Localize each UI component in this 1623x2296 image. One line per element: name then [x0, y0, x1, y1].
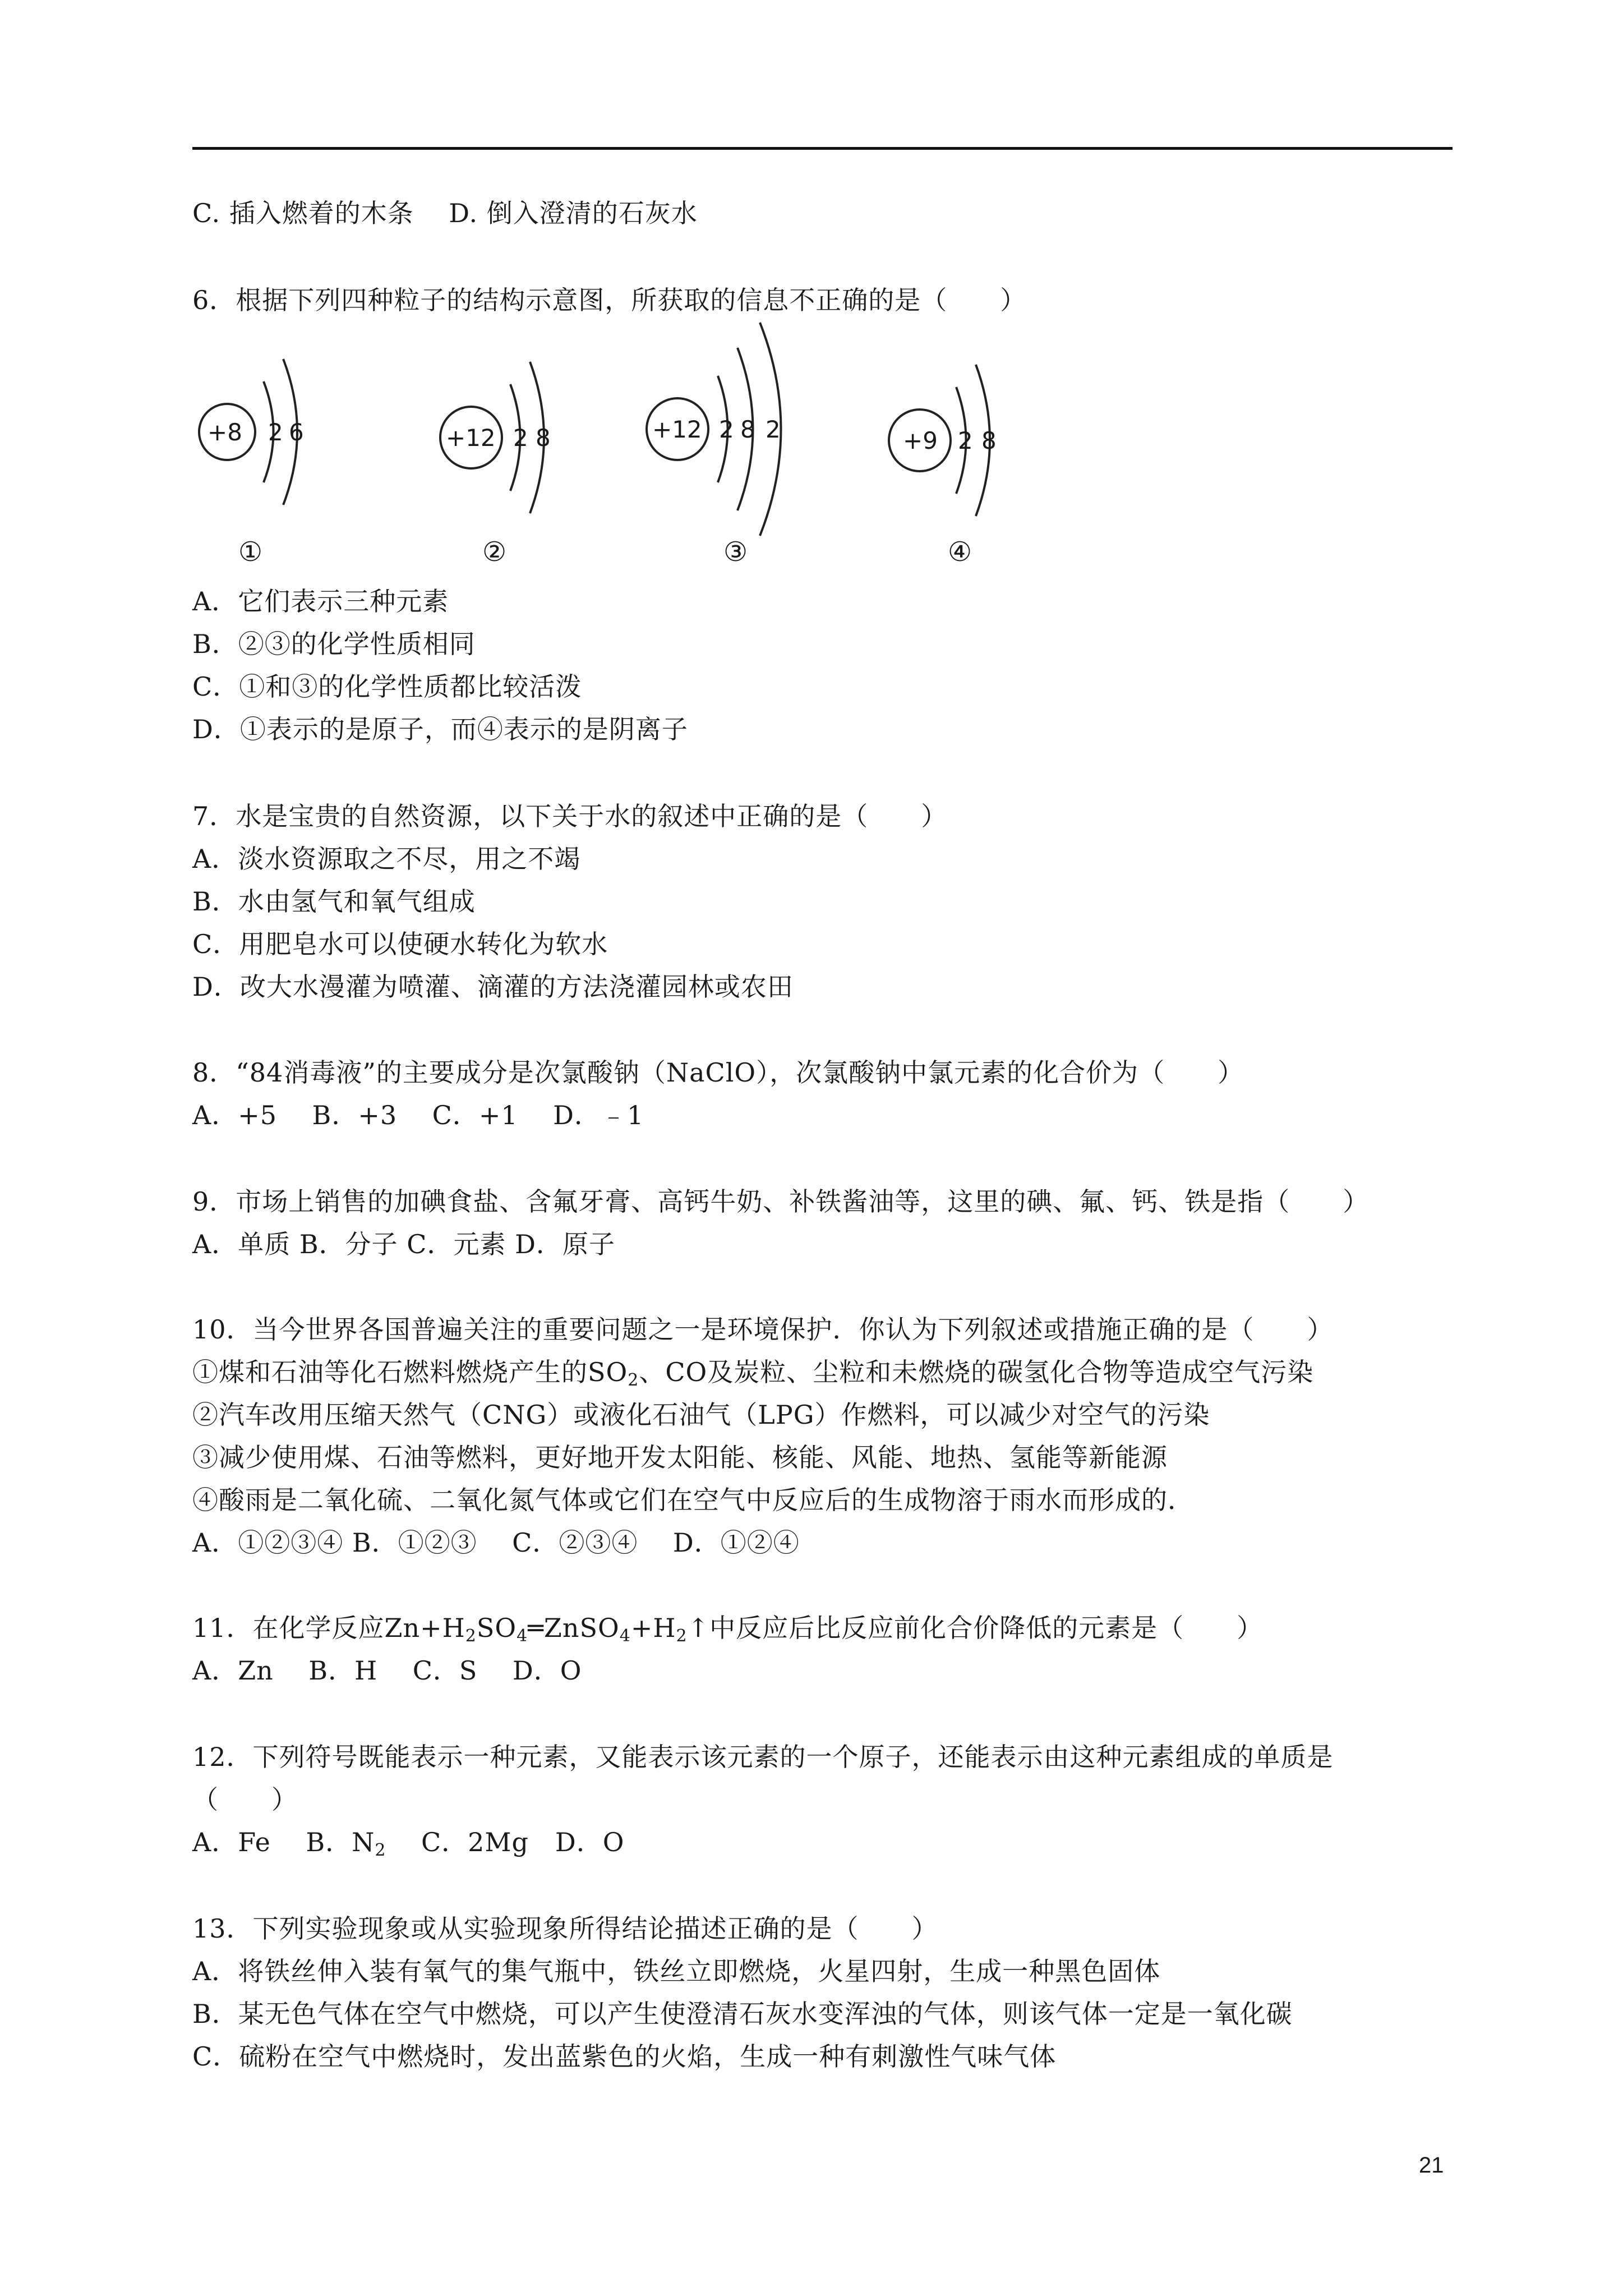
atom1-shell-count: 2	[268, 418, 283, 446]
q7-option-a: A．淡水资源取之不尽，用之不竭	[192, 844, 581, 874]
question-9: 9．市场上销售的加碘食盐、含氟牙膏、高钙牛奶、补铁酱油等，这里的碘、氟、钙、铁是指（ ）	[192, 1186, 1370, 1217]
q7-option-d: D．改大水漫灌为喷灌、滴灌的方法浇灌园林或农田	[192, 972, 794, 1002]
question-11: 11．在化学反应$Zn+H_2SO_4═ZnSO_4+H_2↑$中反应后比反应前化合价降低的元素是（ ）	[192, 1613, 1264, 1646]
q6-option-b: B．②③的化学性质相同	[192, 629, 476, 659]
page-number: 21	[1419, 2153, 1444, 2178]
q6-option-a: A．它们表示三种元素	[192, 586, 449, 616]
header-rule	[192, 147, 1453, 150]
atom2-label: ②	[482, 536, 507, 568]
q12-options: A．Fe B．$N_2$ C．2Mg D．O	[192, 1827, 625, 1860]
q12-paren: （ ）	[192, 1784, 298, 1815]
question-13: 13．下列实验现象或从实验现象所得结论描述正确的是（ ）	[192, 1913, 938, 1944]
q13-option-a: A．将铁丝伸入装有氧气的集气瓶中，铁丝立即燃烧，火星四射，生成一种黑色固体	[192, 1956, 1161, 1986]
atom3-shell-count: 2	[766, 416, 781, 443]
q13-option-c: C．硫粉在空气中燃烧时，发出蓝紫色的火焰，生成一种有刺激性气味气体	[192, 2041, 1057, 2072]
atom2-shell-count: 2	[513, 424, 528, 452]
atom2-shell-count: 8	[536, 424, 551, 452]
q10-options: A．①②③④ B．①②③ C．②③④ D．①②④	[192, 1527, 800, 1558]
q13-option-b: B．某无色气体在空气中燃烧，可以产生使澄清石灰水变浑浊的气体，则该气体一定是一氧化碳	[192, 1999, 1293, 2029]
q10-statement-2: ②汽车改用压缩天然气（CNG）或液化石油气（LPG）作燃料，可以减少对空气的污染	[192, 1400, 1210, 1430]
atom4-shell-count: 8	[981, 427, 997, 454]
q11-options: A．Zn B．H C．S D．O	[192, 1655, 582, 1686]
q8-options: A．+5 B．+3 C．+1 D．﹣1	[192, 1100, 644, 1130]
atom4-shell-count: 2	[958, 427, 973, 454]
atom2-nucleus-charge: +12	[446, 424, 496, 452]
atom4-label: ④	[948, 536, 972, 568]
q10-statement-4: ④酸雨是二氧化硫、二氧化氮气体或它们在空气中反应后的生成物溶于雨水而形成的．	[192, 1485, 1194, 1515]
atom-structure-diagrams	[185, 292, 1026, 583]
q9-options: A．单质 B．分子 C．元素 D．原子	[192, 1229, 615, 1259]
question-10: 10．当今世界各国普遍关注的重要问题之一是环境保护．你认为下列叙述或措施正确的是（ ）	[192, 1314, 1334, 1345]
atom3-shell-count: 8	[740, 416, 755, 443]
question-8: 8．“84消毒液”的主要成分是次氯酸钠（NaClO），次氯酸钠中氯元素的化合价为（ ）	[192, 1057, 1244, 1088]
q6-option-c: C．①和③的化学性质都比较活泼	[192, 671, 582, 702]
question-12: 12．下列符号既能表示一种元素，又能表示该元素的一个原子，还能表示由这种元素组成的单质是	[192, 1742, 1334, 1772]
atom4-nucleus-charge: +9	[903, 427, 938, 454]
atom3-label: ③	[723, 536, 748, 568]
question-7: 7．水是宝贵的自然资源，以下关于水的叙述中正确的是（ ）	[192, 801, 948, 831]
q10-statement-3: ③减少使用煤、石油等燃料，更好地开发太阳能、核能、风能、地热、氢能等新能源	[192, 1442, 1168, 1473]
q7-option-b: B．水由氢气和氧气组成	[192, 886, 476, 917]
atom3-nucleus-charge: +12	[652, 416, 702, 443]
question-6: 6．根据下列四种粒子的结构示意图，所获取的信息不正确的是（ ）	[192, 285, 1027, 315]
q7-option-c: C．用肥皂水可以使硬水转化为软水	[192, 929, 608, 959]
atom1-shell-count: 6	[289, 418, 304, 446]
q5-options-cd: C. 插入燃着的木条 D. 倒入澄清的石灰水	[192, 198, 698, 228]
atom1-label: ①	[238, 536, 263, 568]
atom1-nucleus-charge: +8	[208, 418, 242, 446]
atom3-shell-count: 2	[719, 416, 734, 443]
q10-statement-1: ①煤和石油等化石燃料燃烧产生的$SO_2$、CO及炭粒、尘粒和未燃烧的碳氢化合物等造成空气污染	[192, 1357, 1314, 1390]
q6-option-d: D．①表示的是原子，而④表示的是阴离子	[192, 714, 688, 744]
